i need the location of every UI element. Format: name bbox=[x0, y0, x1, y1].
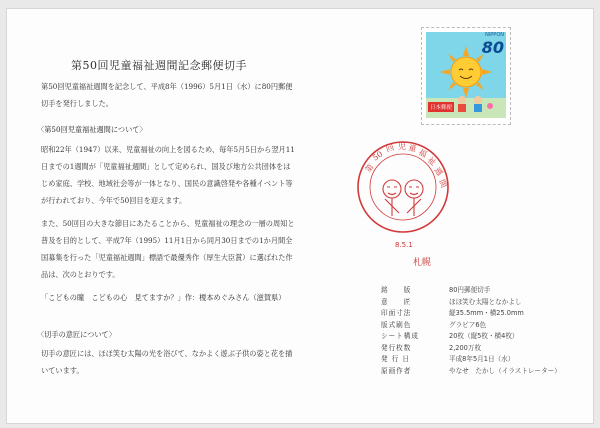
svg-text:第: 第 bbox=[363, 162, 376, 175]
svg-text:祉: 祉 bbox=[425, 155, 438, 168]
postmark-place: 札幌 bbox=[413, 258, 432, 268]
slogan-paragraph: また、50回目の大きな節目にあたることから、児童福祉の理念の一層の周知と普及を目的として、平成7年（1995）11月1日から同月30日までの1か月間全国募集を行った「児童福祉週間」標語で最優秀作（厚生大臣賞）に選ばれた作品は、次のとおりです。 bbox=[41, 219, 295, 279]
stamp-denomination: 80 bbox=[481, 38, 504, 57]
svg-text:週: 週 bbox=[432, 165, 445, 178]
detail-row: 発 行 日 平成8年5月1日（水） bbox=[381, 355, 515, 363]
svg-text:50: 50 bbox=[370, 149, 385, 163]
page-title: 第50回児童福祉週間記念郵便切手 bbox=[71, 59, 247, 72]
detail-row: 銘 版 80円郵便切手 bbox=[381, 286, 491, 294]
winning-slogan: 「こどもの瞳 こどもの心 見てますか？」作：榎本めぐみさん（滋賀県） bbox=[41, 293, 286, 302]
detail-row: 版式刷色 グラビア6色 bbox=[381, 320, 487, 329]
children-icon bbox=[452, 94, 496, 114]
week-paragraph: 昭和22年（1947）以来、児童福祉の向上を図るため、毎年5月5日から翌月11日までの1週間が「児童福祉週間」として定められ、国及び地方公共団体をはじめ家庭、学校、地域社会等が一体となり、国民の意識啓発や各種イベント等が行われており、今年で50回目を迎えます。 bbox=[41, 145, 295, 205]
section-heading-week: 〈第50回児童福祉週間について〉 bbox=[37, 125, 147, 134]
postage-stamp bbox=[421, 27, 511, 125]
commemorative-sheet bbox=[6, 8, 594, 424]
svg-text:回: 回 bbox=[384, 142, 396, 154]
detail-row: シート構成 20枚（縦5枚・横4枚） bbox=[381, 332, 519, 340]
stamp-details-table bbox=[381, 284, 561, 376]
commemorative-postmark bbox=[355, 139, 451, 235]
stamp-country-label: 日本郵便 bbox=[428, 102, 454, 112]
design-paragraph: 切手の意匠には、ほほ笑む太陽の光を浴びて、なかよく遊ぶ子供の姿と花を描いています。 bbox=[41, 349, 293, 375]
svg-text:福: 福 bbox=[417, 147, 429, 160]
detail-row: 印面寸法 縦35.5mm・横25.0mm bbox=[381, 309, 524, 317]
detail-row: 原画作者 やなせ たかし（イラストレーター） bbox=[381, 366, 561, 375]
intro-paragraph: 第50回児童福祉週間を記念して、平成8年（1996）5月1日（水）に80円郵便切手を発行しました。 bbox=[41, 82, 293, 108]
detail-row: 意 匠 ほほ笑む太陽となかよし bbox=[381, 297, 522, 306]
detail-row: 発行枚数 2,200万枚 bbox=[381, 343, 482, 352]
svg-text:童: 童 bbox=[407, 143, 418, 154]
svg-text:間: 間 bbox=[437, 178, 449, 190]
section-heading-design: 〈切手の意匠について〉 bbox=[37, 330, 116, 339]
stamp-country-text: NIPPON bbox=[485, 32, 504, 38]
postmark-date: 8.5.1 bbox=[395, 241, 413, 249]
svg-text:児: 児 bbox=[398, 142, 406, 151]
